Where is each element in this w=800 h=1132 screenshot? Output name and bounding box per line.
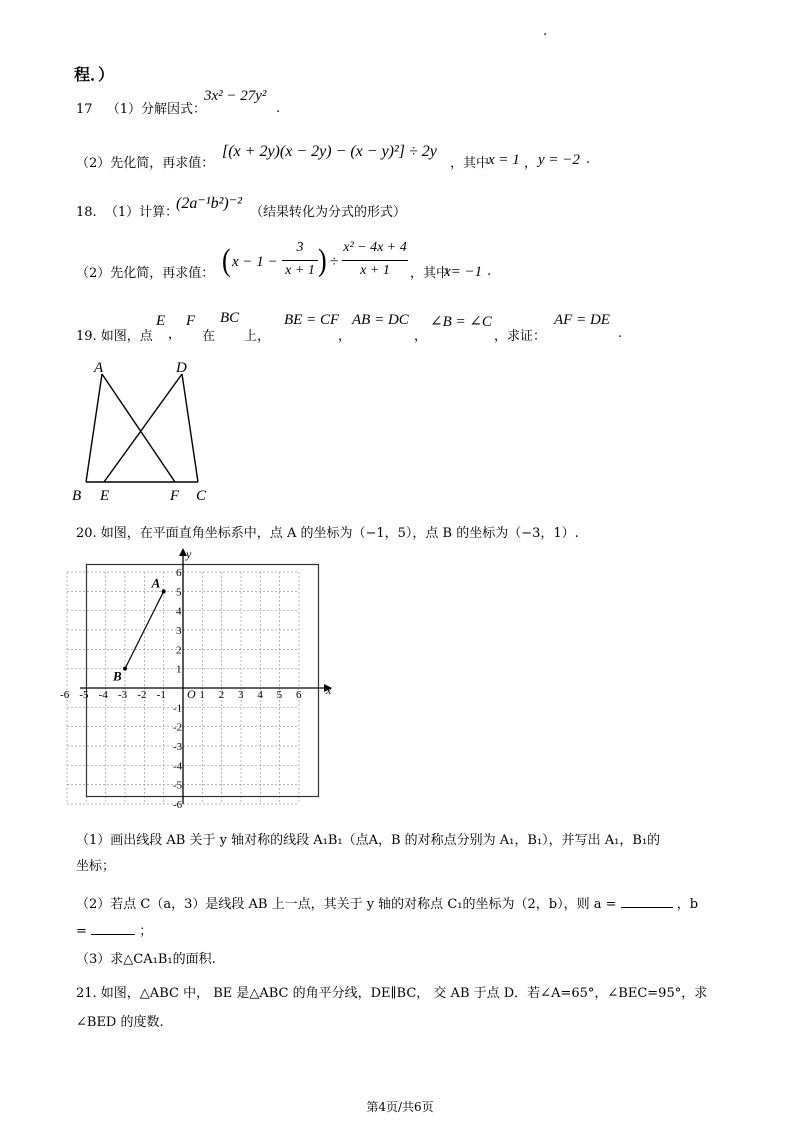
q17-p1-label: （1）分解因式： — [106, 102, 206, 117]
q18-p2-end: . — [487, 264, 492, 279]
x-tick-label: -3 — [118, 689, 128, 701]
q20-p2-eq: = — [76, 924, 87, 939]
x-tick-label: -2 — [137, 689, 147, 701]
q18-p1-note: （结果转化为分式的形式） — [250, 205, 407, 220]
q18-p2-close-paren: ) — [318, 243, 327, 278]
x-tick-label: 3 — [237, 689, 244, 701]
x-axis-label: x — [326, 683, 332, 697]
q17-p2-y-value: y = −2 — [538, 152, 580, 168]
y-tick-label: -5 — [173, 779, 183, 792]
q19-prove: ，求证： — [494, 329, 547, 344]
q19-triangle-figure — [66, 356, 226, 506]
q18-p2-where: ，其中 — [410, 266, 450, 281]
q19-intro: 19. 如图，点 — [76, 329, 153, 344]
q18-p1-label: （1）计算： — [104, 205, 179, 220]
x-tick-label: -4 — [98, 689, 108, 701]
q18-p2-lead: x − 1 − — [232, 254, 278, 270]
q17-p2-expression: [(x + 2y)(x − 2y) − (x − y)²] ÷ 2y — [222, 143, 437, 160]
x-tick-labels — [60, 689, 302, 701]
q19-end: . — [618, 326, 623, 341]
q19-condition-2: AB = DC — [352, 312, 409, 328]
segment-af — [102, 374, 175, 482]
y-tick-labels — [173, 567, 183, 811]
q17-number: 17 — [76, 102, 93, 117]
q19-point-e: E — [156, 313, 166, 329]
section-header: 程．） — [74, 65, 115, 84]
y-tick-label: 4 — [176, 605, 182, 618]
q19-goal: AF = DE — [554, 312, 610, 328]
label-f: F — [170, 488, 180, 504]
y-tick-label: 1 — [176, 663, 182, 676]
q19-comma-2: ， — [338, 329, 352, 344]
y-tick-label: -1 — [173, 702, 183, 715]
y-tick-label: 5 — [176, 586, 182, 599]
q17-p1-end: . — [276, 101, 281, 116]
q17-p2-end: . — [586, 152, 591, 167]
x-tick-label: 4 — [257, 689, 263, 701]
q20-intro: 20. 如图，在平面直角坐标系中，点 A 的坐标为（−1，5），点 B 的坐标为（−3，1）. — [76, 526, 579, 541]
q18-p1-expression: (2a⁻¹b²)⁻² — [176, 195, 242, 212]
point-a — [162, 589, 166, 593]
q18-p2-frac1-bar — [282, 260, 318, 261]
q18-p2-open-paren: ( — [222, 243, 231, 278]
q17-p2-comma: ， — [524, 156, 538, 171]
q19-on-2: 上， — [244, 329, 271, 344]
q18-p2-frac2-denominator: x + 1 — [360, 263, 390, 278]
q20-p2-comma: ，b — [676, 897, 699, 912]
q20-p2-text: （2）若点 C（a，3）是线段 AB 上一点，其关于 y 轴的对称点 C₁的坐标为（2，b），则 a = — [76, 897, 617, 912]
q17-p2-x-value: x = 1 — [488, 152, 520, 168]
y-tick-label: -3 — [173, 740, 183, 753]
x-tick-label: -1 — [156, 689, 166, 701]
point-a-label: A — [151, 575, 161, 591]
y-tick-label: 2 — [176, 644, 182, 657]
x-tick-label: 6 — [295, 689, 302, 701]
q19-condition-1: BE = CF — [284, 312, 340, 328]
label-d: D — [176, 360, 187, 376]
q20-part2-line1 — [76, 893, 698, 912]
q18-p2-divide: ÷ — [330, 254, 339, 270]
x-tick-label: 5 — [276, 689, 283, 701]
segment-de — [104, 374, 182, 482]
point-b — [123, 667, 127, 671]
q18-p2-frac1-denominator: x + 1 — [285, 263, 315, 278]
q20-part1-line2: 坐标； — [76, 859, 116, 874]
q17-p2-label: （2）先化简，再求值： — [76, 156, 215, 171]
point-b-label: B — [113, 668, 122, 684]
x-tick-label: 1 — [199, 689, 205, 701]
page-footer: 第4页/共6页 — [366, 1100, 434, 1114]
y-axis-label: y — [186, 547, 192, 561]
x-tick-label: -6 — [60, 689, 70, 701]
q17-p2-where: ，其中 — [450, 156, 490, 171]
q17-p1-expression: 3x² − 27y² — [204, 88, 267, 104]
q20-part3: （3）求△CA₁B₁的面积. — [76, 952, 216, 967]
q18-part1 — [76, 201, 178, 220]
top-mark: . — [543, 24, 548, 39]
q21-line1: 21. 如图，△ABC 中， BE 是△ABC 的角平分线，DE∥BC， 交 AB 于点 D．若∠A=65°，∠BEC=95°，求 — [76, 986, 708, 1001]
origin-label: O — [187, 687, 196, 701]
q20-p2-end: ； — [139, 924, 153, 939]
q18-p2-frac2-numerator: x² − 4x + 4 — [343, 240, 407, 255]
q19-point-f: F — [186, 313, 196, 329]
q18-p2-x-value: x= −1 — [444, 264, 483, 280]
y-tick-label: 3 — [176, 625, 182, 638]
label-c: C — [196, 488, 207, 504]
y-tick-label: -4 — [173, 760, 183, 773]
label-b: B — [72, 488, 82, 504]
q19-comma-3: ， — [414, 329, 428, 344]
q19-condition-3: ∠B = ∠C — [430, 314, 492, 330]
q19-segment-bc: BC — [220, 310, 240, 326]
q20-coordinate-grid — [60, 542, 342, 811]
label-e: E — [100, 488, 110, 504]
q18-p2-frac1-numerator: 3 — [296, 240, 304, 255]
q17-part1 — [76, 98, 206, 117]
q19-on: 在 — [202, 329, 216, 344]
q20-part2-line2 — [76, 920, 152, 939]
x-tick-label: 2 — [218, 689, 225, 701]
x-tick-label: -5 — [79, 689, 89, 701]
q18-p2-label: （2）先化简，再求值： — [76, 266, 215, 281]
q21-line2: ∠BED 的度数. — [76, 1015, 164, 1030]
segment-dc — [182, 374, 198, 482]
answer-blank-a[interactable] — [621, 895, 673, 908]
answer-blank-b[interactable] — [91, 922, 135, 935]
y-tick-label: -6 — [173, 798, 183, 811]
y-tick-label: -2 — [173, 721, 183, 734]
segment-ab — [86, 374, 102, 482]
label-a: A — [94, 360, 104, 376]
q19-comma-1: ， — [168, 327, 182, 342]
q18-number: 18. — [76, 205, 97, 220]
y-tick-label: 6 — [176, 567, 182, 580]
q20-part1-line1: （1）画出线段 AB 关于 y 轴对称的线段 A₁B₁（点A，B 的对称点分别为 A₁，B₁），并写出 A₁，B₁的 — [76, 833, 661, 848]
q18-p2-frac2-bar — [342, 260, 408, 261]
